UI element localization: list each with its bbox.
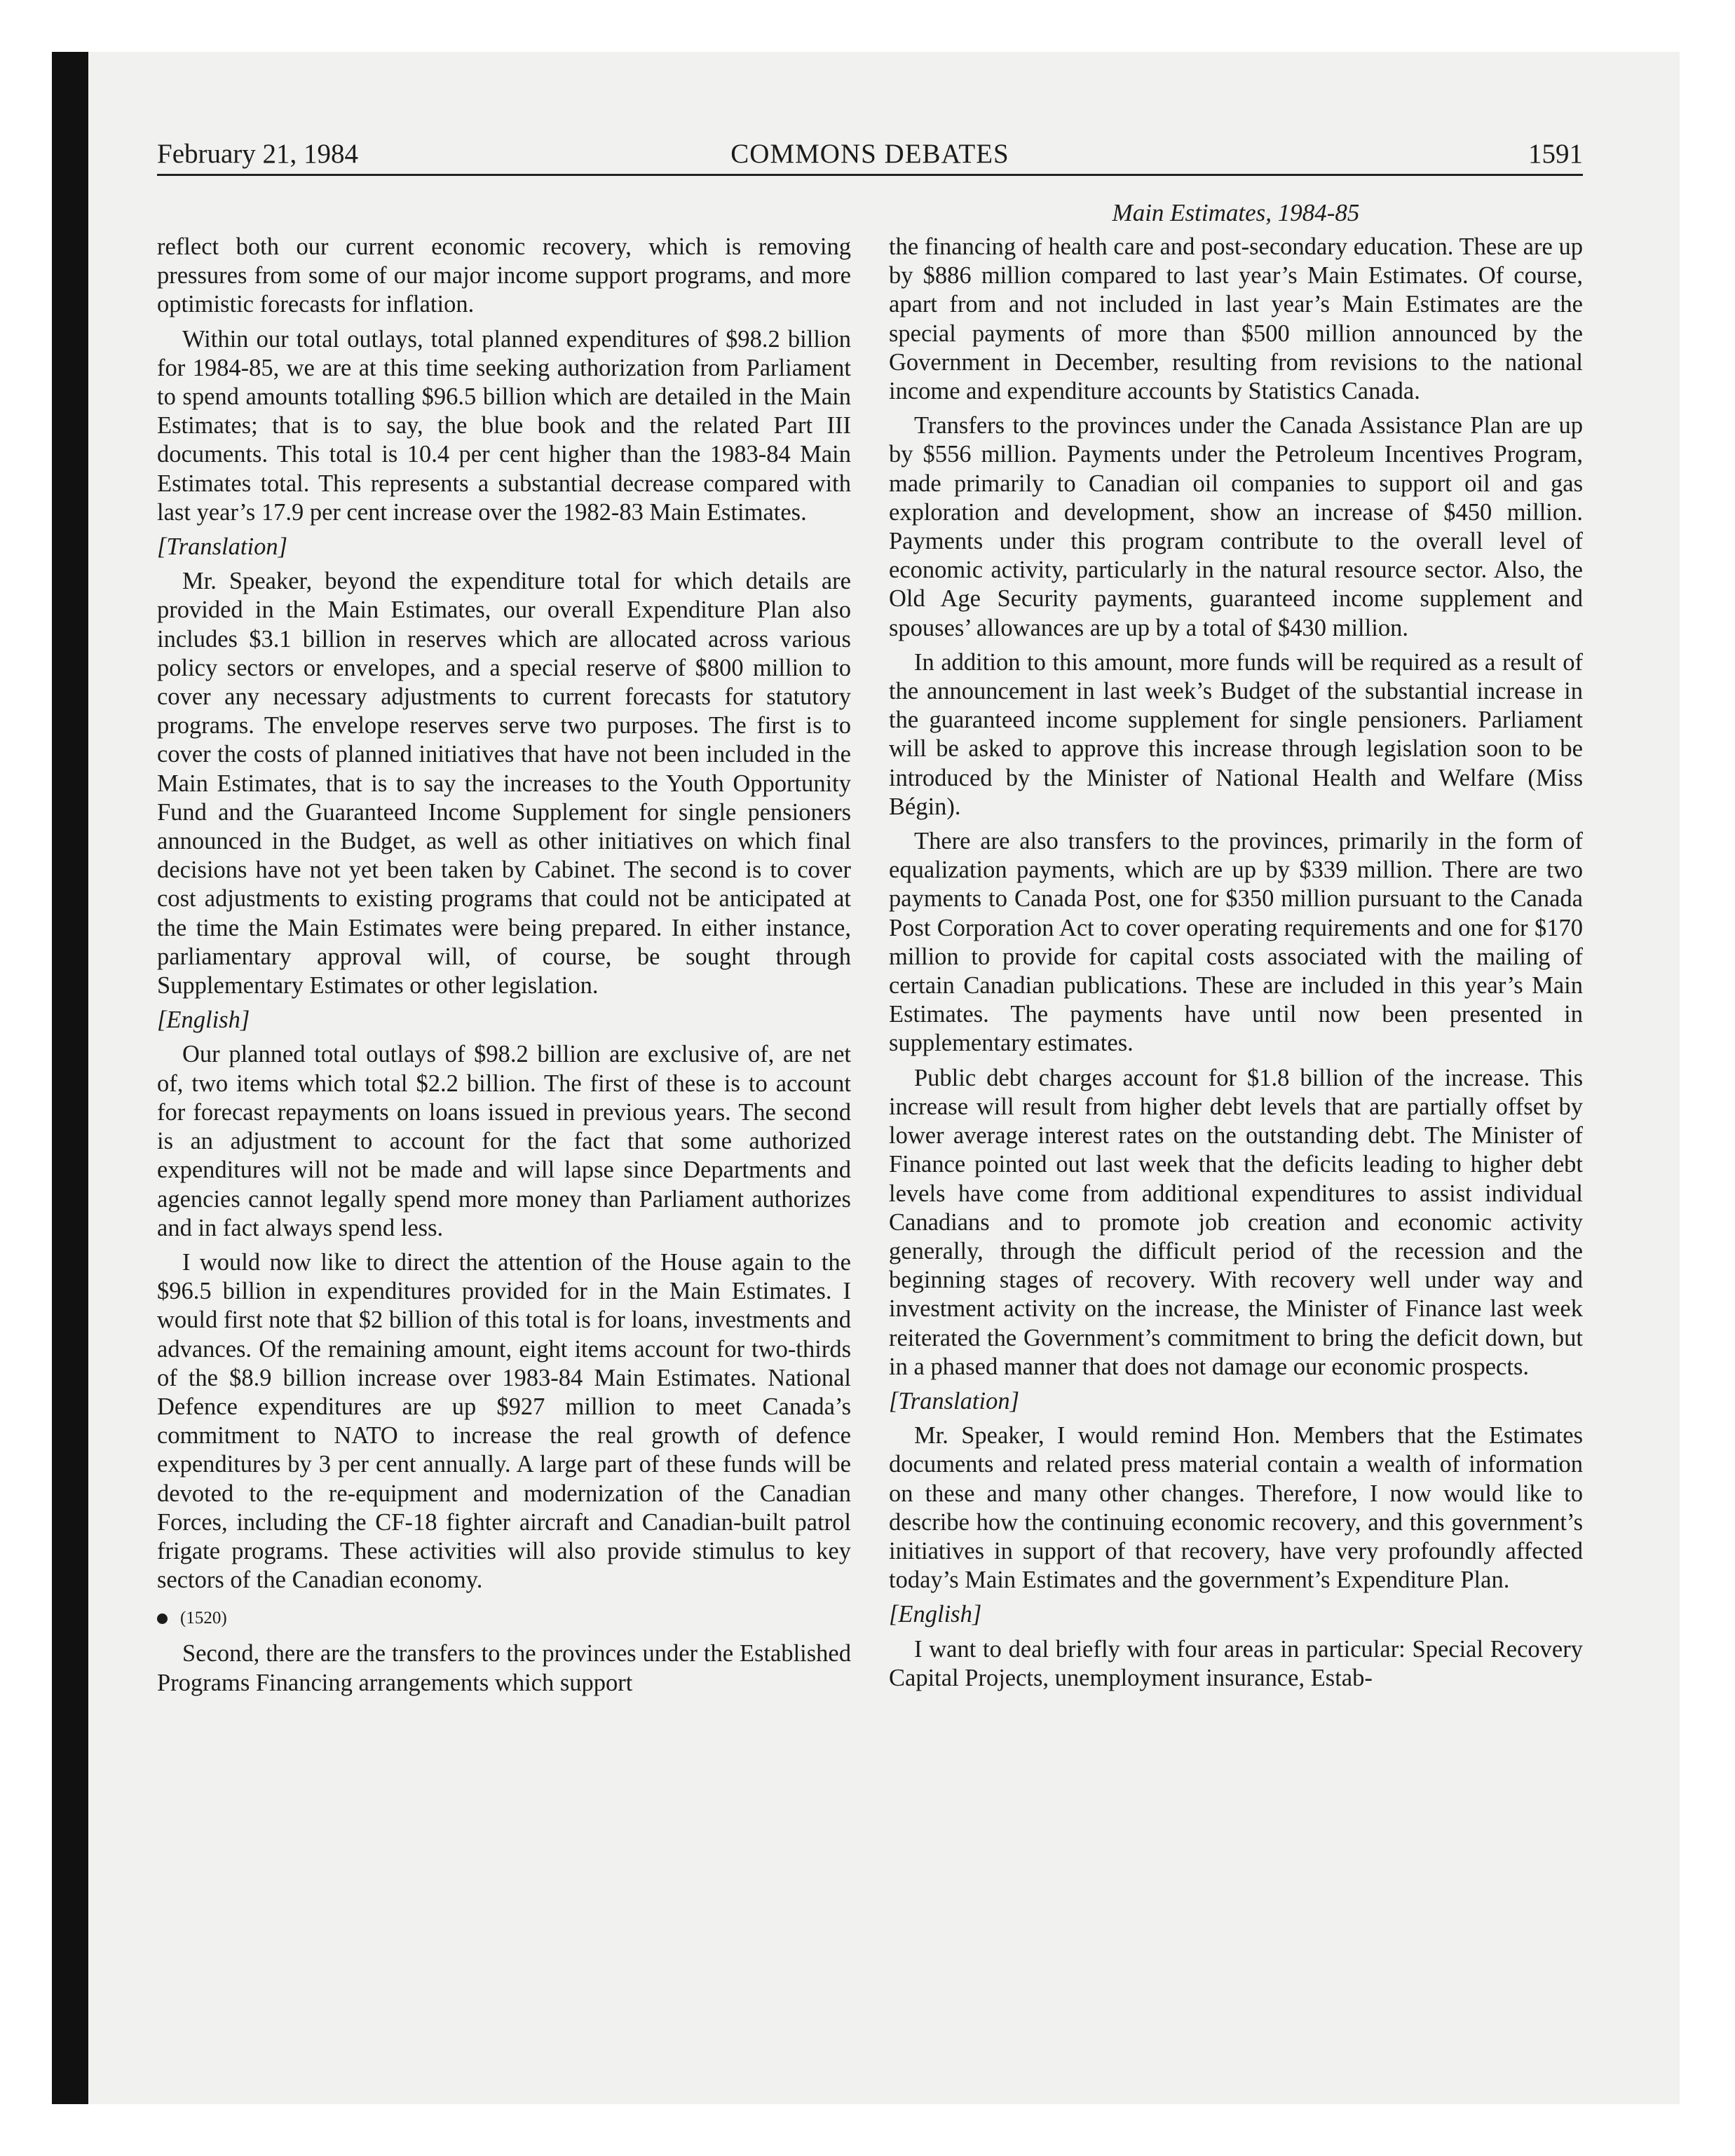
paragraph: Our planned total outlays of $98.2 billion are exclusive of, are net of, two items which total $2.2 billion. The first of these is to account for forecast repayments on loans issued in previous years. The second is an adjustment to account for the fact that some authorized expenditures will not be made and will lapse since Departments and agencies cannot legally spend more money than Parliament authorizes and in fact always spend less. — [157, 1041, 851, 1241]
running-title: Main Estimates, 1984-85 — [1112, 199, 1360, 226]
language-marker: [Translation] — [157, 533, 287, 561]
paragraph: Public debt charges account for $1.8 billion of the increase. This increase will result from higher debt levels that are partially offset by lower average interest rates on the outstanding debt. The Minister of Finance pointed out last week that the deficits leading to higher debt levels have come from additional expenditures to assist individual Canadians and to promote job creation and economic activity generally, through the difficult period of the recession and the beginning stages of recovery. With recovery well under way and investment activity on the increase, the Minister of Finance last week reiterated the Government’s commitment to bring the deficit down, but in a phased manner that does not damage our economic prospects. — [889, 1064, 1583, 1380]
time-stamp: (1520) — [180, 1609, 227, 1628]
header-date: February 21, 1984 — [157, 139, 359, 169]
bullet-icon — [157, 1613, 168, 1624]
paragraph: Second, there are the transfers to the provinces under the Established Programs Financing arrangements which support — [157, 1640, 851, 1696]
language-marker: [Translation] — [889, 1387, 1019, 1414]
paragraph: In addition to this amount, more funds will be required as a result of the announcement in last week’s Budget of the substantial increase in the guaranteed income supplement for single pensioners. Parliament will be asked to approve this increase through legislation soon to be introduced by the Minister of National Health and Welfare (Miss Bégin). — [889, 648, 1583, 820]
page-number: 1591 — [1528, 139, 1583, 169]
header-title: COMMONS DEBATES — [730, 139, 1009, 169]
language-marker: [English] — [157, 1007, 250, 1034]
paragraph: I want to deal briefly with four areas in particular: Special Recovery Capital Projects, unemployment insurance, Estab- — [889, 1635, 1583, 1691]
page-header — [157, 137, 1583, 179]
right-column — [889, 233, 1583, 1698]
binding-edge — [52, 52, 88, 2104]
paragraph: Mr. Speaker, I would remind Hon. Members that the Estimates documents and related press material contain a wealth of information on these and many other changes. Therefore, I now would like to describe how the continuing economic recovery, and this government’s initiatives in support of that recovery, have very profoundly affected today’s Main Estimates and the government’s Expenditure Plan. — [889, 1422, 1583, 1594]
time-marker — [157, 1607, 851, 1630]
paragraph: Mr. Speaker, beyond the expenditure total for which details are provided in the Main Estimates, our overall Expenditure Plan also includes $3.1 billion in reserves which are allocated across various policy sectors or envelopes, and a special reserve of $800 million to cover any necessary adjustments to current forecasts for statutory programs. The envelope reserves serve two purposes. The first is to cover the costs of planned initiatives that have not been included in the Main Estimates, that is to say the increases to the Youth Opportunity Fund and the Guaranteed Income Supplement for single pensioners announced in the Budget, as well as other initiatives on which final decisions have not yet been taken by Cabinet. The second is to cover cost adjustments to existing programs that could not be anticipated at the time the Main Estimates were being prepared. In either instance, parliamentary approval will, of course, be sought through Supplementary Estimates or other legislation. — [157, 568, 851, 999]
left-column — [157, 233, 851, 1703]
header-rule — [157, 174, 1583, 176]
language-marker: [English] — [889, 1601, 982, 1628]
paragraph: There are also transfers to the provinces, primarily in the form of equalization payments, which are up by $339 million. There are two payments to Canada Post, one for $350 million pursuant to the Canada Post Corporation Act to cover operating requirements and one for $170 million to provide for capital costs associated with the mailing of certain Canadian publications. These are included in this year’s Main Estimates. The payments have until now been presented in supplementary estimates. — [889, 828, 1583, 1057]
paragraph: Transfers to the provinces under the Canada Assistance Plan are up by $556 million. Payments under the Petroleum Incentives Program, made primarily to Canadian oil companies to support oil and gas exploration and development, show an increase of $450 million. Payments under this program contribute to the overall level of economic activity, particularly in the natural resource sector. Also, the Old Age Security payments, guaranteed income supplement and spouses’ allowances are up by a total of $430 million. — [889, 412, 1583, 641]
paragraph: the financing of health care and post-secondary education. These are up by $886 million compared to last year’s Main Estimates. Of course, apart from and not included in last year’s Main Estimates are the special payments of more than $500 million announced by the Government in December, resulting from revisions to the national income and expenditure accounts by Statistics Canada. — [889, 233, 1583, 405]
paragraph: reflect both our current economic recovery, which is removing pressures from some of our major income support programs, and more optimistic forecasts for inflation. — [157, 233, 851, 318]
paragraph: Within our total outlays, total planned expenditures of $98.2 billion for 1984-85, we are at this time seeking authorization from Parliament to spend amounts totalling $96.5 billion which are detailed in the Main Estimates; that is to say, the blue book and the related Part III documents. This total is 10.4 per cent higher than the 1983-84 Main Estimates total. This represents a substantial decrease compared with last year’s 17.9 per cent increase over the 1982-83 Main Estimates. — [157, 325, 851, 526]
paragraph: I would now like to direct the attention of the House again to the $96.5 billion in expenditures provided for in the Main Estimates. I would first note that $2 billion of this total is for loans, investments and advances. Of the remaining amount, eight items account for two-thirds of the $8.9 billion increase over 1983-84 Main Estimates. National Defence expenditures are up $927 million to meet Canada’s commitment to NATO to increase the real growth of defence expenditures by 3 per cent annually. A large part of these funds will be devoted to the re-equipment and modernization of the Canadian Forces, including the CF-18 fighter aircraft and Canadian-built patrol frigate programs. These activities will also provide stimulus to key sectors of the Canadian economy. — [157, 1248, 851, 1594]
